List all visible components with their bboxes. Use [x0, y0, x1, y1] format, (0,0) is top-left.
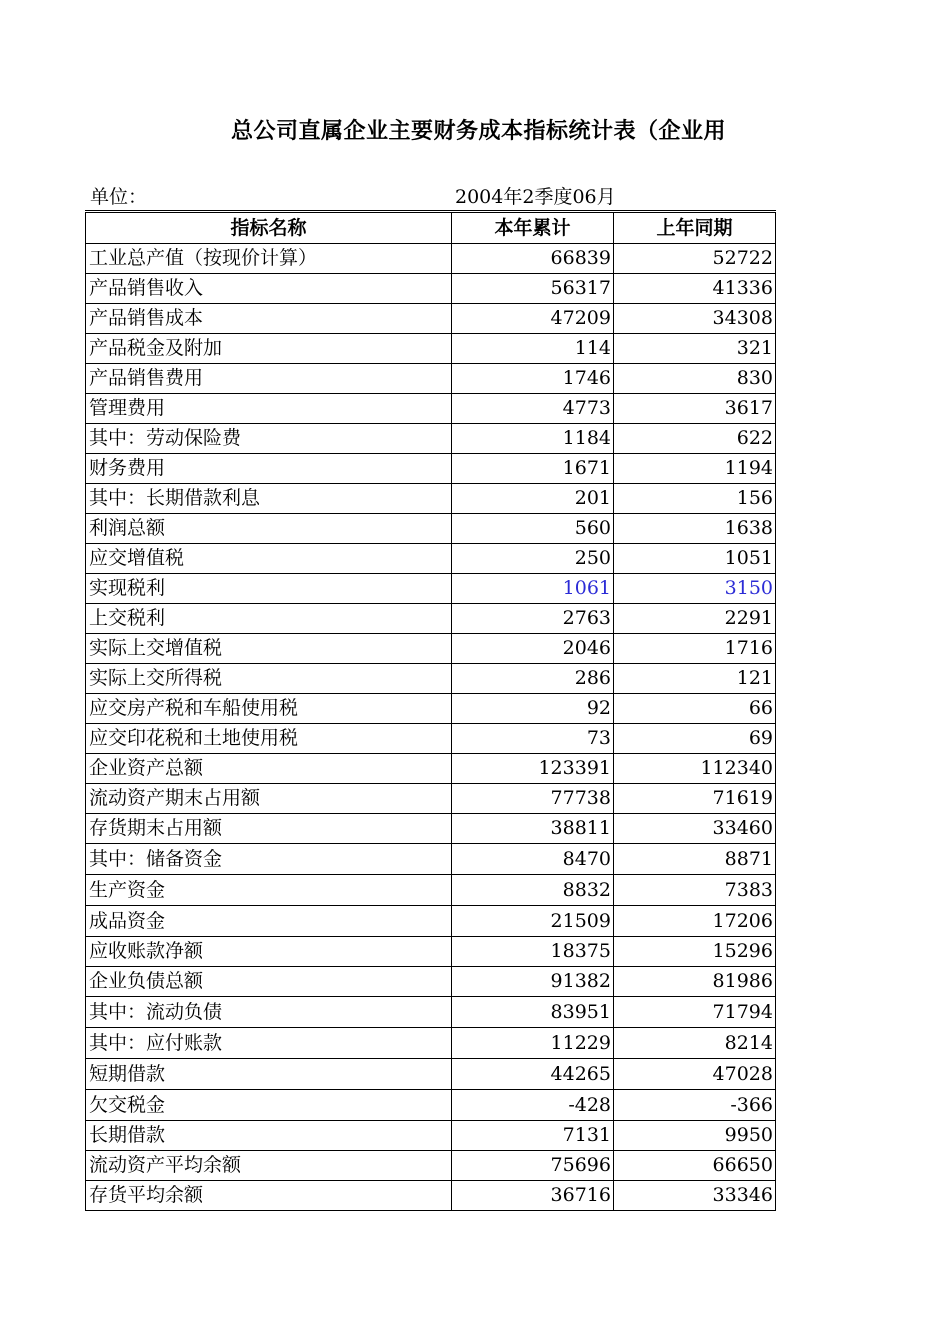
row-name: 应收账款净额: [86, 937, 452, 967]
table-row: [86, 754, 776, 784]
row-previous: 81986: [614, 967, 776, 997]
table-row: [86, 394, 776, 424]
table-header-row: [86, 212, 776, 244]
row-current: 7131: [452, 1121, 614, 1151]
row-name: 利润总额: [86, 514, 452, 544]
table-row: [86, 694, 776, 724]
table-row: [86, 844, 776, 875]
table-row: [86, 274, 776, 304]
unit-label: 单位：: [90, 186, 148, 208]
row-previous: 41336: [614, 274, 776, 304]
header-current-ytd: 本年累计: [452, 212, 614, 244]
row-current: 123391: [452, 754, 614, 784]
row-current: 47209: [452, 304, 614, 334]
row-current: 92: [452, 694, 614, 724]
table-row: [86, 454, 776, 484]
row-name: 其中：应付账款: [86, 1028, 452, 1059]
row-current: 38811: [452, 814, 614, 844]
row-previous: 1194: [614, 454, 776, 484]
row-current-highlighted: 1061: [452, 574, 614, 604]
table-row: [86, 484, 776, 514]
table-row: [86, 1181, 776, 1211]
row-current: 66839: [452, 244, 614, 274]
row-name: 短期借款: [86, 1059, 452, 1090]
header-indicator-name: 指标名称: [86, 212, 452, 244]
row-current: 2046: [452, 634, 614, 664]
row-name: 实现税利: [86, 574, 452, 604]
row-previous: 17206: [614, 906, 776, 937]
row-current: -428: [452, 1090, 614, 1121]
row-name: 实际上交所得税: [86, 664, 452, 694]
row-current: 21509: [452, 906, 614, 937]
row-name: 上交税利: [86, 604, 452, 634]
row-name: 生产资金: [86, 875, 452, 906]
table-row: [86, 334, 776, 364]
table-row: [86, 424, 776, 454]
row-current: 8470: [452, 844, 614, 875]
table-row: [86, 364, 776, 394]
row-previous: 15296: [614, 937, 776, 967]
row-previous: 33346: [614, 1181, 776, 1211]
row-current: 1746: [452, 364, 614, 394]
row-current: 286: [452, 664, 614, 694]
row-current: 2763: [452, 604, 614, 634]
row-name: 流动资产期末占用额: [86, 784, 452, 814]
row-name: 欠交税金: [86, 1090, 452, 1121]
table-row: [86, 784, 776, 814]
row-previous: 52722: [614, 244, 776, 274]
row-name: 存货期末占用额: [86, 814, 452, 844]
row-name: 产品销售收入: [86, 274, 452, 304]
row-current: 11229: [452, 1028, 614, 1059]
row-previous: 1638: [614, 514, 776, 544]
row-previous: 34308: [614, 304, 776, 334]
row-previous: 622: [614, 424, 776, 454]
table-row: [86, 997, 776, 1028]
row-current: 4773: [452, 394, 614, 424]
row-current: 18375: [452, 937, 614, 967]
row-name: 其中：储备资金: [86, 844, 452, 875]
row-current: 114: [452, 334, 614, 364]
row-name: 企业资产总额: [86, 754, 452, 784]
row-name: 其中：劳动保险费: [86, 424, 452, 454]
table-row: [86, 1028, 776, 1059]
row-name: 其中：流动负债: [86, 997, 452, 1028]
row-previous: 8871: [614, 844, 776, 875]
row-current: 77738: [452, 784, 614, 814]
row-previous: 33460: [614, 814, 776, 844]
table-row: [86, 604, 776, 634]
table-row: [86, 906, 776, 937]
table-row: [86, 544, 776, 574]
row-previous: 71619: [614, 784, 776, 814]
row-name: 应交印花税和土地使用税: [86, 724, 452, 754]
table-row: [86, 664, 776, 694]
row-current: 250: [452, 544, 614, 574]
report-title: 总公司直属企业主要财务成本指标统计表（企业用: [231, 118, 727, 144]
row-current: 1184: [452, 424, 614, 454]
row-name: 产品税金及附加: [86, 334, 452, 364]
table-row: [86, 937, 776, 967]
row-current: 91382: [452, 967, 614, 997]
row-name: 应交增值税: [86, 544, 452, 574]
table-row: [86, 1121, 776, 1151]
row-previous: 47028: [614, 1059, 776, 1090]
row-previous: 830: [614, 364, 776, 394]
row-name: 成品资金: [86, 906, 452, 937]
row-previous: 7383: [614, 875, 776, 906]
row-previous: 156: [614, 484, 776, 514]
table-row: [86, 1059, 776, 1090]
row-current: 36716: [452, 1181, 614, 1211]
header-previous-period: 上年同期: [614, 212, 776, 244]
row-current: 1671: [452, 454, 614, 484]
title-area: [0, 108, 777, 152]
row-current: 201: [452, 484, 614, 514]
table-row: [86, 634, 776, 664]
report-period: 2004年2季度06月: [455, 186, 616, 208]
row-current: 8832: [452, 875, 614, 906]
row-name: 企业负债总额: [86, 967, 452, 997]
table-row: [86, 244, 776, 274]
row-previous: 8214: [614, 1028, 776, 1059]
financial-indicators-table: [85, 210, 776, 1211]
row-current: 44265: [452, 1059, 614, 1090]
row-current: 560: [452, 514, 614, 544]
row-previous: 2291: [614, 604, 776, 634]
table-row: [86, 1090, 776, 1121]
row-current: 73: [452, 724, 614, 754]
row-previous: 1716: [614, 634, 776, 664]
row-name: 产品销售成本: [86, 304, 452, 334]
row-current: 83951: [452, 997, 614, 1028]
row-previous-highlighted: 3150: [614, 574, 776, 604]
row-previous: -366: [614, 1090, 776, 1121]
row-current: 56317: [452, 274, 614, 304]
table-row: [86, 724, 776, 754]
row-name: 实际上交增值税: [86, 634, 452, 664]
row-current: 75696: [452, 1151, 614, 1181]
table-row: [86, 514, 776, 544]
row-name: 存货平均余额: [86, 1181, 452, 1211]
row-name: 应交房产税和车船使用税: [86, 694, 452, 724]
row-name: 其中：长期借款利息: [86, 484, 452, 514]
row-previous: 321: [614, 334, 776, 364]
table-row: [86, 304, 776, 334]
row-previous: 9950: [614, 1121, 776, 1151]
row-name: 流动资产平均余额: [86, 1151, 452, 1181]
row-name: 管理费用: [86, 394, 452, 424]
row-previous: 71794: [614, 997, 776, 1028]
row-previous: 1051: [614, 544, 776, 574]
row-name: 产品销售费用: [86, 364, 452, 394]
row-previous: 69: [614, 724, 776, 754]
table-row: [86, 814, 776, 844]
row-previous: 66: [614, 694, 776, 724]
row-previous: 121: [614, 664, 776, 694]
row-previous: 3617: [614, 394, 776, 424]
table-row: [86, 1151, 776, 1181]
table-row: [86, 967, 776, 997]
table-row: [86, 574, 776, 604]
table-row: [86, 875, 776, 906]
row-name: 长期借款: [86, 1121, 452, 1151]
row-previous: 112340: [614, 754, 776, 784]
row-name: 财务费用: [86, 454, 452, 484]
row-name: 工业总产值（按现价计算）: [86, 244, 452, 274]
row-previous: 66650: [614, 1151, 776, 1181]
